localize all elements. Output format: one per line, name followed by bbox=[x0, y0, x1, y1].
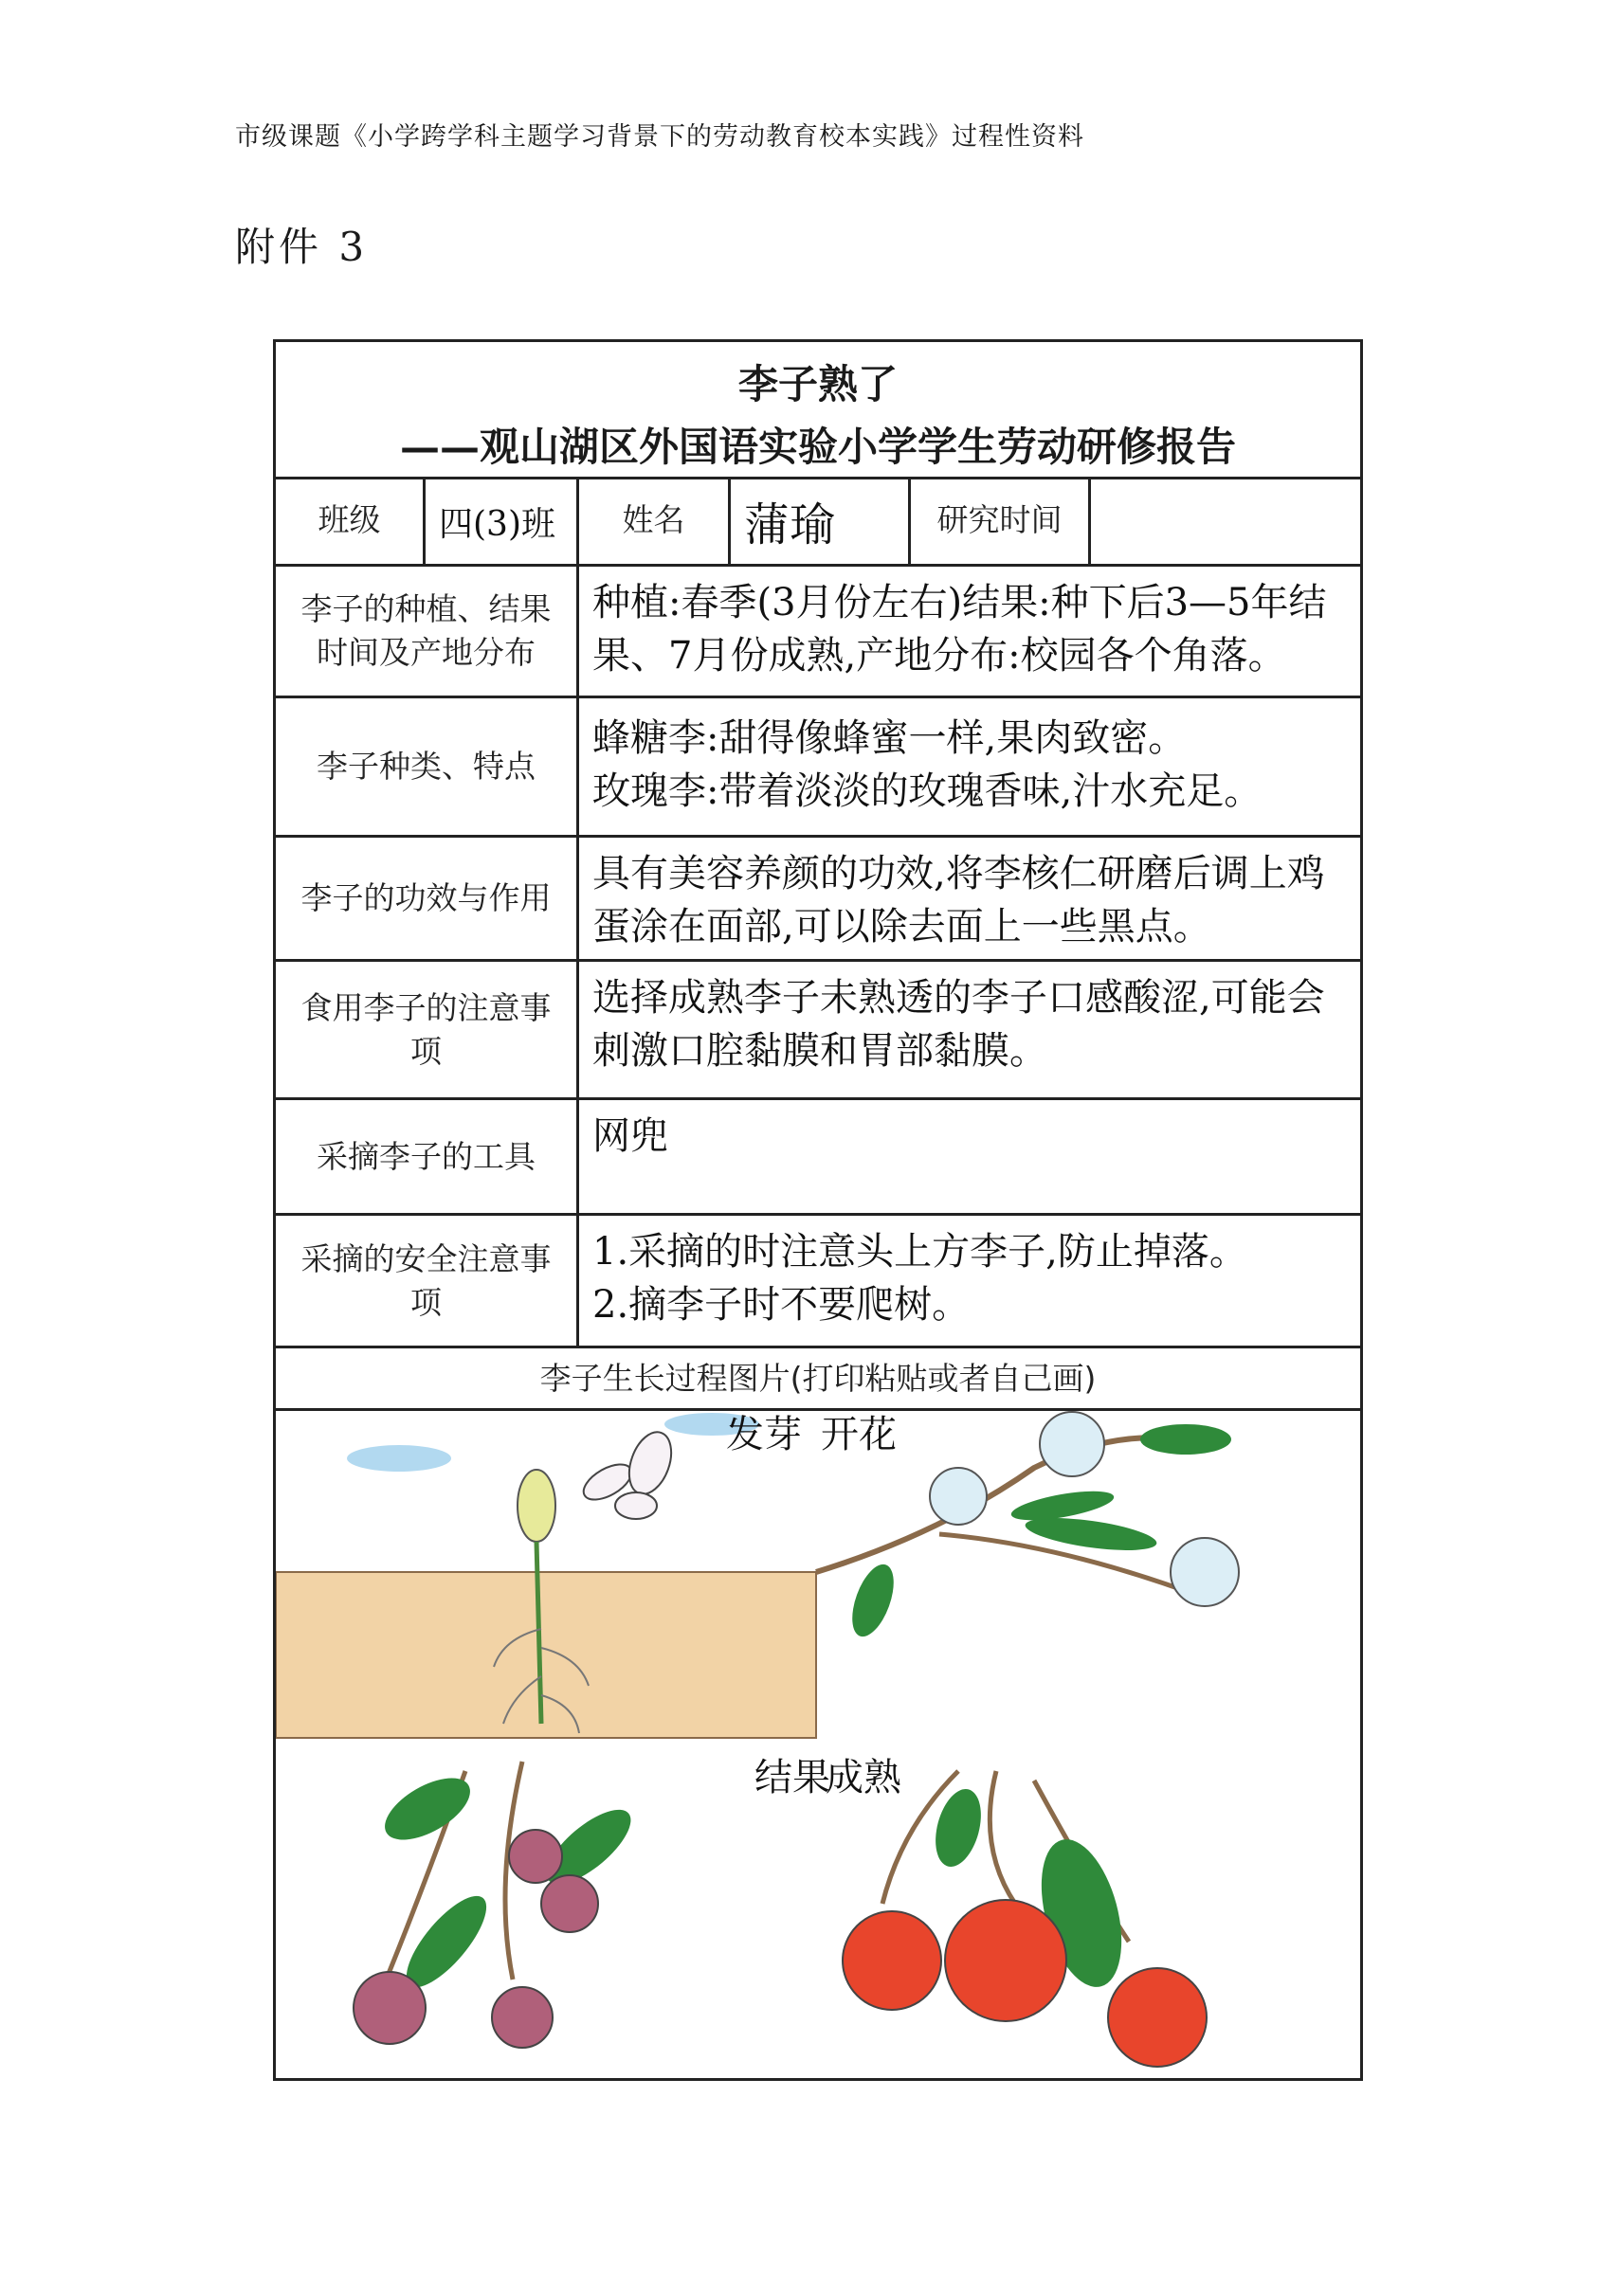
row-answer: 种植:春季(3月份左右)结果:种下后3—5年结果、7月份成熟,产地分布:校园各个角落。 bbox=[576, 567, 1360, 696]
pictures-heading: 李子生长过程图片(打印粘贴或者自己画) bbox=[539, 1359, 1097, 1397]
row-planting bbox=[276, 567, 1360, 698]
soil-illustration bbox=[276, 1572, 816, 1738]
cloud-icon bbox=[347, 1445, 451, 1472]
answer-line: 2.摘李子时不要爬树。 bbox=[592, 1283, 971, 1327]
row-label: 食用李子的注意事项 bbox=[300, 988, 552, 1070]
report-title: 李子熟了 bbox=[737, 361, 898, 407]
row-safety bbox=[276, 1216, 1360, 1348]
header-note: 市级课题《小学跨学科主题学习背景下的劳动教育校本实践》过程性资料 bbox=[235, 122, 1084, 152]
row-varieties bbox=[276, 698, 1360, 838]
label-fruit: 结果 bbox=[754, 1756, 830, 1799]
row-label: 李子的种植、结果时间及产地分布 bbox=[300, 590, 552, 671]
row-label: 采摘的安全注意事项 bbox=[300, 1239, 552, 1321]
ripe-fruit-illustration bbox=[843, 1771, 1207, 2067]
answer-line: 蜂糖李:甜得像蜂蜜一样,果肉致密。 bbox=[592, 716, 1187, 760]
row-label: 李子种类、特点 bbox=[317, 748, 536, 785]
young-fruit-illustration bbox=[354, 1762, 642, 2048]
label-ripe: 成熟 bbox=[826, 1756, 901, 1799]
answer-line: 1.采摘的时注意头上方李子,防止掉落。 bbox=[592, 1230, 1247, 1274]
plum-growth-drawing bbox=[276, 1411, 1360, 2078]
row-eating-notes bbox=[276, 962, 1360, 1100]
time-label: 研究时间 bbox=[908, 477, 1088, 564]
row-answer bbox=[576, 698, 1360, 835]
label-flower: 开花 bbox=[821, 1413, 897, 1456]
name-value: 蒲瑜 bbox=[728, 477, 908, 564]
answer-line: 玫瑰李:带着淡淡的玫瑰香味,汁水充足。 bbox=[592, 769, 1263, 813]
report-form bbox=[273, 339, 1363, 2081]
row-answer: 网兜 bbox=[576, 1100, 1360, 1213]
row-answer: 选择成熟李子未熟透的李子口感酸涩,可能会刺激口腔黏膜和胃部黏膜。 bbox=[576, 962, 1360, 1097]
butterfly-icon bbox=[578, 1426, 680, 1519]
time-value bbox=[1088, 477, 1360, 564]
label-sprout: 发芽 bbox=[726, 1413, 802, 1456]
class-label: 班级 bbox=[318, 501, 381, 538]
class-value: 四(3)班 bbox=[423, 477, 576, 564]
row-tools bbox=[276, 1100, 1360, 1216]
report-title-block bbox=[276, 342, 1360, 479]
row-benefits bbox=[276, 838, 1360, 962]
report-subtitle: ——观山湖区外国语实验小学学生劳动研修报告 bbox=[399, 424, 1236, 470]
info-row bbox=[276, 477, 1360, 567]
row-answer bbox=[576, 1216, 1360, 1346]
row-label: 李子的功效与作用 bbox=[300, 879, 552, 916]
row-answer: 具有美容养颜的功效,将李核仁研磨后调上鸡蛋涂在面部,可以除去面上一些黑点。 bbox=[576, 838, 1360, 959]
pictures-heading-row bbox=[276, 1348, 1360, 1411]
row-label: 采摘李子的工具 bbox=[317, 1137, 536, 1175]
attachment-label: 附件 3 bbox=[235, 224, 369, 270]
name-label: 姓名 bbox=[576, 477, 728, 564]
